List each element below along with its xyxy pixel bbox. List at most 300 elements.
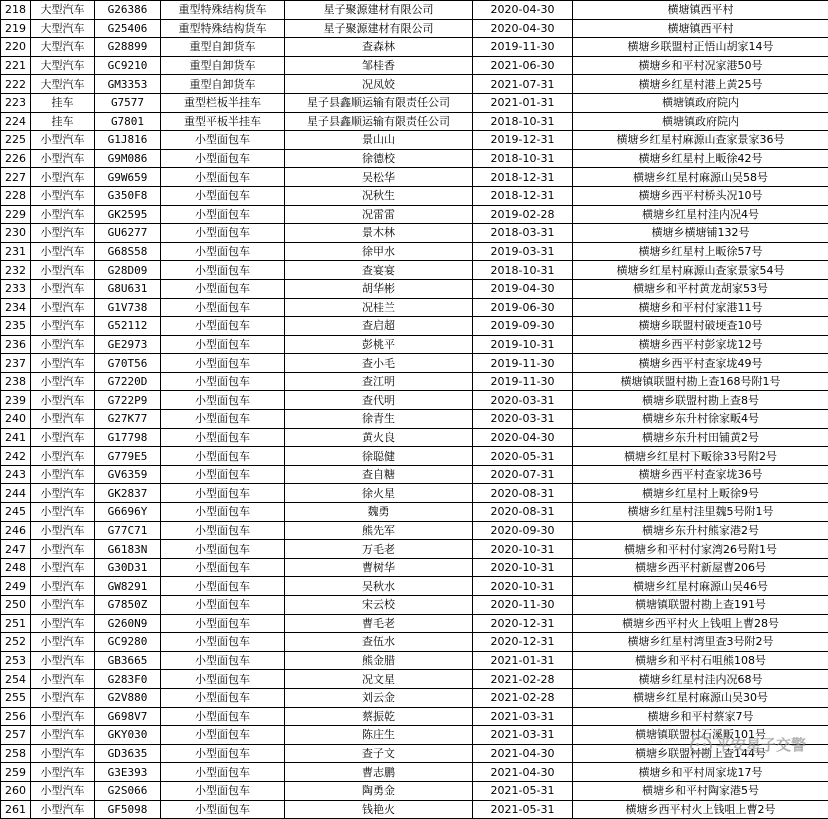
cell-vehicle-type: 小型面包车 <box>161 205 285 224</box>
cell-address: 横塘乡红星村上畈徐42号 <box>573 149 828 168</box>
cell-plate-number: GK2837 <box>95 484 161 503</box>
cell-vehicle-type: 小型面包车 <box>161 279 285 298</box>
cell-plate-type: 小型汽车 <box>31 242 95 261</box>
cell-row-number: 248 <box>1 558 31 577</box>
cell-owner-name: 查宴宴 <box>285 261 473 280</box>
cell-row-number: 254 <box>1 670 31 689</box>
cell-plate-type: 小型汽车 <box>31 688 95 707</box>
table-row <box>1 168 828 187</box>
cell-vehicle-type: 小型面包车 <box>161 726 285 745</box>
cell-address: 横塘乡红星村湾里查3号附2号 <box>573 633 828 652</box>
cell-plate-number: GD3635 <box>95 744 161 763</box>
cell-vehicle-type: 小型面包车 <box>161 670 285 689</box>
cell-plate-type: 小型汽车 <box>31 298 95 317</box>
cell-row-number: 243 <box>1 465 31 484</box>
cell-plate-type: 小型汽车 <box>31 670 95 689</box>
cell-row-number: 259 <box>1 763 31 782</box>
cell-row-number: 233 <box>1 279 31 298</box>
cell-vehicle-type: 小型面包车 <box>161 372 285 391</box>
cell-owner-name: 曹毛老 <box>285 614 473 633</box>
cell-expiry-date: 2020-03-31 <box>473 391 573 410</box>
cell-plate-number: G779E5 <box>95 447 161 466</box>
cell-expiry-date: 2019-03-31 <box>473 242 573 261</box>
cell-plate-number: G28D09 <box>95 261 161 280</box>
table-row <box>1 242 828 261</box>
cell-plate-number: G6696Y <box>95 503 161 522</box>
cell-plate-number: G27K77 <box>95 410 161 429</box>
cell-plate-number: GE2973 <box>95 335 161 354</box>
cell-vehicle-type: 小型面包车 <box>161 484 285 503</box>
cell-address: 横塘镇政府院内 <box>573 112 828 131</box>
cell-vehicle-type: 重型特殊结构货车 <box>161 19 285 38</box>
cell-row-number: 227 <box>1 168 31 187</box>
cell-owner-name: 星子县鑫顺运输有限责任公司 <box>285 112 473 131</box>
cell-expiry-date: 2020-11-30 <box>473 596 573 615</box>
cell-vehicle-type: 小型面包车 <box>161 224 285 243</box>
table-row <box>1 354 828 373</box>
table-row <box>1 279 828 298</box>
cell-expiry-date: 2019-12-31 <box>473 131 573 150</box>
cell-address: 横塘乡红星村上畈徐9号 <box>573 484 828 503</box>
cell-plate-number: G17798 <box>95 428 161 447</box>
cell-plate-type: 小型汽车 <box>31 168 95 187</box>
cell-row-number: 225 <box>1 131 31 150</box>
cell-vehicle-type: 重型自卸货车 <box>161 56 285 75</box>
cell-owner-name: 查子文 <box>285 744 473 763</box>
cell-plate-type: 小型汽车 <box>31 354 95 373</box>
table-row <box>1 465 828 484</box>
cell-address: 横塘乡和平村周家垅17号 <box>573 763 828 782</box>
cell-row-number: 247 <box>1 540 31 559</box>
cell-address: 横塘乡红星村上畈徐57号 <box>573 242 828 261</box>
cell-plate-type: 大型汽车 <box>31 56 95 75</box>
cell-plate-type: 小型汽车 <box>31 261 95 280</box>
cell-vehicle-type: 小型面包车 <box>161 298 285 317</box>
cell-plate-type: 小型汽车 <box>31 391 95 410</box>
cell-row-number: 219 <box>1 19 31 38</box>
cell-address: 横塘乡横塘铺132号 <box>573 224 828 243</box>
cell-plate-number: G698V7 <box>95 707 161 726</box>
cell-row-number: 231 <box>1 242 31 261</box>
table-row <box>1 112 828 131</box>
cell-address: 横塘乡西平村火上钱咀上曹28号 <box>573 614 828 633</box>
cell-row-number: 249 <box>1 577 31 596</box>
cell-expiry-date: 2019-02-28 <box>473 205 573 224</box>
cell-expiry-date: 2018-12-31 <box>473 168 573 187</box>
cell-owner-name: 徐火星 <box>285 484 473 503</box>
cell-plate-type: 小型汽车 <box>31 131 95 150</box>
cell-owner-name: 曹志鹏 <box>285 763 473 782</box>
cell-expiry-date: 2019-11-30 <box>473 354 573 373</box>
cell-plate-type: 小型汽车 <box>31 317 95 336</box>
cell-vehicle-type: 小型面包车 <box>161 577 285 596</box>
cell-plate-number: G77C71 <box>95 521 161 540</box>
cell-owner-name: 景木林 <box>285 224 473 243</box>
cell-expiry-date: 2018-10-31 <box>473 149 573 168</box>
cell-vehicle-type: 重型特殊结构货车 <box>161 1 285 20</box>
cell-plate-type: 小型汽车 <box>31 577 95 596</box>
cell-expiry-date: 2018-03-31 <box>473 224 573 243</box>
table-row <box>1 261 828 280</box>
cell-row-number: 228 <box>1 186 31 205</box>
cell-owner-name: 魏勇 <box>285 503 473 522</box>
cell-expiry-date: 2020-08-31 <box>473 503 573 522</box>
cell-plate-number: GM3353 <box>95 75 161 94</box>
table-row <box>1 781 828 800</box>
cell-row-number: 239 <box>1 391 31 410</box>
cell-plate-number: G28899 <box>95 38 161 57</box>
cell-vehicle-type: 重型平板半挂车 <box>161 112 285 131</box>
cell-row-number: 253 <box>1 651 31 670</box>
cell-expiry-date: 2020-04-30 <box>473 428 573 447</box>
cell-address: 横塘乡红星村麻源山查家景家54号 <box>573 261 828 280</box>
cell-plate-number: G3E393 <box>95 763 161 782</box>
cell-expiry-date: 2019-10-31 <box>473 335 573 354</box>
cell-plate-number: G2S066 <box>95 781 161 800</box>
cell-plate-number: GC9280 <box>95 633 161 652</box>
cell-plate-type: 小型汽车 <box>31 503 95 522</box>
cell-expiry-date: 2020-07-31 <box>473 465 573 484</box>
watermark-text: 平安星子交警 <box>716 734 806 755</box>
cell-plate-type: 小型汽车 <box>31 540 95 559</box>
cell-address: 横塘乡西平村火上钱咀上曹2号 <box>573 800 828 819</box>
cell-vehicle-type: 小型面包车 <box>161 744 285 763</box>
cell-owner-name: 曹树华 <box>285 558 473 577</box>
cell-plate-number: GU6277 <box>95 224 161 243</box>
cell-row-number: 226 <box>1 149 31 168</box>
cell-expiry-date: 2021-05-31 <box>473 800 573 819</box>
cell-address: 横塘乡西平村查家垅36号 <box>573 465 828 484</box>
cell-row-number: 250 <box>1 596 31 615</box>
table-row <box>1 484 828 503</box>
table-row <box>1 224 828 243</box>
cell-owner-name: 胡华彬 <box>285 279 473 298</box>
cell-vehicle-type: 小型面包车 <box>161 558 285 577</box>
cell-vehicle-type: 小型面包车 <box>161 521 285 540</box>
table-row <box>1 372 828 391</box>
cell-vehicle-type: 小型面包车 <box>161 633 285 652</box>
cell-row-number: 251 <box>1 614 31 633</box>
cell-address: 横塘乡和平村付家港11号 <box>573 298 828 317</box>
cell-expiry-date: 2020-08-31 <box>473 484 573 503</box>
cell-row-number: 261 <box>1 800 31 819</box>
cell-row-number: 222 <box>1 75 31 94</box>
cell-plate-number: G722P9 <box>95 391 161 410</box>
cell-row-number: 237 <box>1 354 31 373</box>
table-row <box>1 633 828 652</box>
cell-owner-name: 况凤姣 <box>285 75 473 94</box>
cell-owner-name: 彭桃平 <box>285 335 473 354</box>
table-row <box>1 391 828 410</box>
cell-row-number: 245 <box>1 503 31 522</box>
cell-plate-type: 小型汽车 <box>31 596 95 615</box>
cell-plate-type: 小型汽车 <box>31 651 95 670</box>
table-row <box>1 558 828 577</box>
cell-expiry-date: 2021-05-31 <box>473 781 573 800</box>
cell-plate-type: 小型汽车 <box>31 521 95 540</box>
table-row <box>1 503 828 522</box>
cell-vehicle-type: 小型面包车 <box>161 428 285 447</box>
table-row <box>1 75 828 94</box>
cell-address: 横塘乡和平村石咀熊108号 <box>573 651 828 670</box>
cell-address: 横塘乡西平村新屋曹206号 <box>573 558 828 577</box>
table-row <box>1 131 828 150</box>
cell-row-number: 257 <box>1 726 31 745</box>
cell-expiry-date: 2020-04-30 <box>473 1 573 20</box>
cell-address: 横塘乡红星村洼内况68号 <box>573 670 828 689</box>
table-row <box>1 428 828 447</box>
cell-plate-number: G6183N <box>95 540 161 559</box>
cell-vehicle-type: 重型栏板半挂车 <box>161 93 285 112</box>
cell-address: 横塘乡红星村港上黄25号 <box>573 75 828 94</box>
cell-owner-name: 吴秋水 <box>285 577 473 596</box>
cell-owner-name: 黄火良 <box>285 428 473 447</box>
cell-vehicle-type: 小型面包车 <box>161 707 285 726</box>
cell-owner-name: 邹桂香 <box>285 56 473 75</box>
table-row <box>1 651 828 670</box>
table-row <box>1 726 828 745</box>
cell-plate-type: 小型汽车 <box>31 447 95 466</box>
cell-plate-type: 小型汽车 <box>31 614 95 633</box>
table-row <box>1 93 828 112</box>
cell-expiry-date: 2021-03-31 <box>473 726 573 745</box>
cell-plate-type: 大型汽车 <box>31 38 95 57</box>
cell-row-number: 242 <box>1 447 31 466</box>
cell-owner-name: 况秋生 <box>285 186 473 205</box>
cell-owner-name: 蔡振乾 <box>285 707 473 726</box>
cell-owner-name: 星子聚源建材有限公司 <box>285 1 473 20</box>
cell-expiry-date: 2021-01-31 <box>473 651 573 670</box>
cell-vehicle-type: 小型面包车 <box>161 317 285 336</box>
cell-expiry-date: 2020-10-31 <box>473 558 573 577</box>
cell-plate-number: G2V880 <box>95 688 161 707</box>
cell-address: 横塘乡联盟村破埂查10号 <box>573 317 828 336</box>
cell-plate-number: G70T56 <box>95 354 161 373</box>
cell-expiry-date: 2021-02-28 <box>473 688 573 707</box>
cell-vehicle-type: 小型面包车 <box>161 688 285 707</box>
cell-owner-name: 景山山 <box>285 131 473 150</box>
cell-address: 横塘乡红星村洼内况4号 <box>573 205 828 224</box>
cell-plate-number: GW8291 <box>95 577 161 596</box>
cell-vehicle-type: 小型面包车 <box>161 186 285 205</box>
cell-row-number: 223 <box>1 93 31 112</box>
cell-expiry-date: 2020-04-30 <box>473 19 573 38</box>
cell-owner-name: 徐甲水 <box>285 242 473 261</box>
cell-vehicle-type: 小型面包车 <box>161 149 285 168</box>
cell-address: 横塘乡红星村麻源山查家景家36号 <box>573 131 828 150</box>
table-row <box>1 410 828 429</box>
cell-vehicle-type: 小型面包车 <box>161 131 285 150</box>
cell-plate-type: 小型汽车 <box>31 781 95 800</box>
cell-address: 横塘乡和平村黄龙胡家53号 <box>573 279 828 298</box>
cell-plate-number: G9M086 <box>95 149 161 168</box>
cell-expiry-date: 2021-02-28 <box>473 670 573 689</box>
cell-owner-name: 况雷雷 <box>285 205 473 224</box>
cell-expiry-date: 2021-07-31 <box>473 75 573 94</box>
cell-plate-number: GB3665 <box>95 651 161 670</box>
cell-plate-type: 小型汽车 <box>31 186 95 205</box>
cell-owner-name: 徐德校 <box>285 149 473 168</box>
cell-plate-type: 大型汽车 <box>31 75 95 94</box>
cell-plate-type: 小型汽车 <box>31 279 95 298</box>
table-row <box>1 596 828 615</box>
cell-plate-number: G30D31 <box>95 558 161 577</box>
cell-vehicle-type: 小型面包车 <box>161 596 285 615</box>
cell-plate-type: 小型汽车 <box>31 726 95 745</box>
cell-expiry-date: 2021-04-30 <box>473 744 573 763</box>
cell-owner-name: 况文星 <box>285 670 473 689</box>
table-row <box>1 38 828 57</box>
cell-vehicle-type: 小型面包车 <box>161 335 285 354</box>
cell-plate-number: GV6359 <box>95 465 161 484</box>
cell-owner-name: 查代明 <box>285 391 473 410</box>
cell-plate-number: G1J816 <box>95 131 161 150</box>
table-row <box>1 707 828 726</box>
cell-owner-name: 钱艳火 <box>285 800 473 819</box>
cell-expiry-date: 2018-12-31 <box>473 186 573 205</box>
cell-owner-name: 查森林 <box>285 38 473 57</box>
table-row <box>1 317 828 336</box>
table-row <box>1 56 828 75</box>
cell-vehicle-type: 小型面包车 <box>161 168 285 187</box>
cell-plate-type: 小型汽车 <box>31 149 95 168</box>
cell-row-number: 258 <box>1 744 31 763</box>
cell-plate-number: G25406 <box>95 19 161 38</box>
cell-address: 横塘镇联盟村勘上查168号附1号 <box>573 372 828 391</box>
cell-owner-name: 陶勇金 <box>285 781 473 800</box>
cell-expiry-date: 2019-04-30 <box>473 279 573 298</box>
cell-vehicle-type: 小型面包车 <box>161 614 285 633</box>
cell-address: 横塘镇西平村 <box>573 19 828 38</box>
cell-plate-type: 小型汽车 <box>31 428 95 447</box>
cell-address: 横塘镇政府院内 <box>573 93 828 112</box>
table-row <box>1 447 828 466</box>
cell-row-number: 260 <box>1 781 31 800</box>
cell-row-number: 246 <box>1 521 31 540</box>
cell-address: 横塘乡西平村桥头况10号 <box>573 186 828 205</box>
cell-plate-number: G68S58 <box>95 242 161 261</box>
cell-address: 横塘乡红星村下畈徐33号附2号 <box>573 447 828 466</box>
cell-address: 横塘乡红星村麻源山吴58号 <box>573 168 828 187</box>
cell-plate-type: 小型汽车 <box>31 707 95 726</box>
cell-plate-type: 小型汽车 <box>31 465 95 484</box>
cell-address: 横塘乡红星村洼里魏5号附1号 <box>573 503 828 522</box>
cell-address: 横塘乡西平村查家垅49号 <box>573 354 828 373</box>
cell-owner-name: 吴松华 <box>285 168 473 187</box>
cell-expiry-date: 2020-10-31 <box>473 540 573 559</box>
cell-address: 横塘乡和平村付家湾26号附1号 <box>573 540 828 559</box>
cell-vehicle-type: 小型面包车 <box>161 391 285 410</box>
cell-owner-name: 查启超 <box>285 317 473 336</box>
cell-plate-number: G9W659 <box>95 168 161 187</box>
cell-plate-number: G7801 <box>95 112 161 131</box>
cell-row-number: 234 <box>1 298 31 317</box>
cell-expiry-date: 2021-03-31 <box>473 707 573 726</box>
table-row <box>1 540 828 559</box>
table-row <box>1 149 828 168</box>
cell-vehicle-type: 小型面包车 <box>161 763 285 782</box>
cell-vehicle-type: 小型面包车 <box>161 781 285 800</box>
table-row <box>1 335 828 354</box>
table-row <box>1 800 828 819</box>
cell-owner-name: 星子聚源建材有限公司 <box>285 19 473 38</box>
cell-address: 横塘乡联盟村勘上查8号 <box>573 391 828 410</box>
cell-plate-type: 小型汽车 <box>31 372 95 391</box>
cell-plate-number: G7220D <box>95 372 161 391</box>
cell-address: 横塘乡西平村彭家垅12号 <box>573 335 828 354</box>
cell-owner-name: 星子县鑫顺运输有限责任公司 <box>285 93 473 112</box>
cell-row-number: 232 <box>1 261 31 280</box>
table-row <box>1 744 828 763</box>
cell-expiry-date: 2020-10-31 <box>473 577 573 596</box>
cell-address: 横塘镇联盟村石溪畈101号 <box>573 726 828 745</box>
cell-row-number: 221 <box>1 56 31 75</box>
cell-vehicle-type: 重型自卸货车 <box>161 75 285 94</box>
cell-plate-number: G350F8 <box>95 186 161 205</box>
cell-address: 横塘乡红星村麻源山吴46号 <box>573 577 828 596</box>
cell-expiry-date: 2018-10-31 <box>473 261 573 280</box>
cell-row-number: 244 <box>1 484 31 503</box>
cell-row-number: 255 <box>1 688 31 707</box>
cell-plate-type: 小型汽车 <box>31 633 95 652</box>
cell-owner-name: 况桂兰 <box>285 298 473 317</box>
cell-expiry-date: 2021-06-30 <box>473 56 573 75</box>
cell-address: 横塘乡和平村蔡家7号 <box>573 707 828 726</box>
cell-plate-number: G283F0 <box>95 670 161 689</box>
table-row <box>1 688 828 707</box>
table-body <box>1 1 828 819</box>
cell-plate-type: 小型汽车 <box>31 205 95 224</box>
cell-address: 横塘乡联盟村正悟山胡家14号 <box>573 38 828 57</box>
table-row <box>1 186 828 205</box>
table-row <box>1 205 828 224</box>
cell-row-number: 252 <box>1 633 31 652</box>
cell-row-number: 235 <box>1 317 31 336</box>
cell-vehicle-type: 小型面包车 <box>161 242 285 261</box>
cell-address: 横塘乡联盟村勘上查144号 <box>573 744 828 763</box>
cell-expiry-date: 2020-09-30 <box>473 521 573 540</box>
cell-row-number: 236 <box>1 335 31 354</box>
cell-owner-name: 徐聪健 <box>285 447 473 466</box>
cell-owner-name: 徐青生 <box>285 410 473 429</box>
table-row <box>1 521 828 540</box>
cell-owner-name: 陈庄生 <box>285 726 473 745</box>
cell-plate-number: GF5098 <box>95 800 161 819</box>
cell-address: 横塘乡红星村麻源山吴30号 <box>573 688 828 707</box>
cell-address: 横塘镇联盟村勘上查191号 <box>573 596 828 615</box>
cell-vehicle-type: 小型面包车 <box>161 651 285 670</box>
cell-plate-type: 小型汽车 <box>31 558 95 577</box>
cell-row-number: 256 <box>1 707 31 726</box>
table-row <box>1 577 828 596</box>
cell-address: 横塘乡和平村况家港50号 <box>573 56 828 75</box>
cell-expiry-date: 2018-10-31 <box>473 112 573 131</box>
cell-expiry-date: 2019-09-30 <box>473 317 573 336</box>
cell-expiry-date: 2021-04-30 <box>473 763 573 782</box>
cell-plate-type: 小型汽车 <box>31 800 95 819</box>
table-row <box>1 763 828 782</box>
cell-address: 横塘乡东升村田铺黄2号 <box>573 428 828 447</box>
cell-expiry-date: 2019-11-30 <box>473 372 573 391</box>
cell-plate-type: 小型汽车 <box>31 410 95 429</box>
cell-plate-type: 小型汽车 <box>31 484 95 503</box>
table-row <box>1 614 828 633</box>
cell-expiry-date: 2019-11-30 <box>473 38 573 57</box>
cell-vehicle-type: 小型面包车 <box>161 503 285 522</box>
cell-expiry-date: 2020-05-31 <box>473 447 573 466</box>
cell-vehicle-type: 小型面包车 <box>161 261 285 280</box>
cell-plate-type: 大型汽车 <box>31 1 95 20</box>
